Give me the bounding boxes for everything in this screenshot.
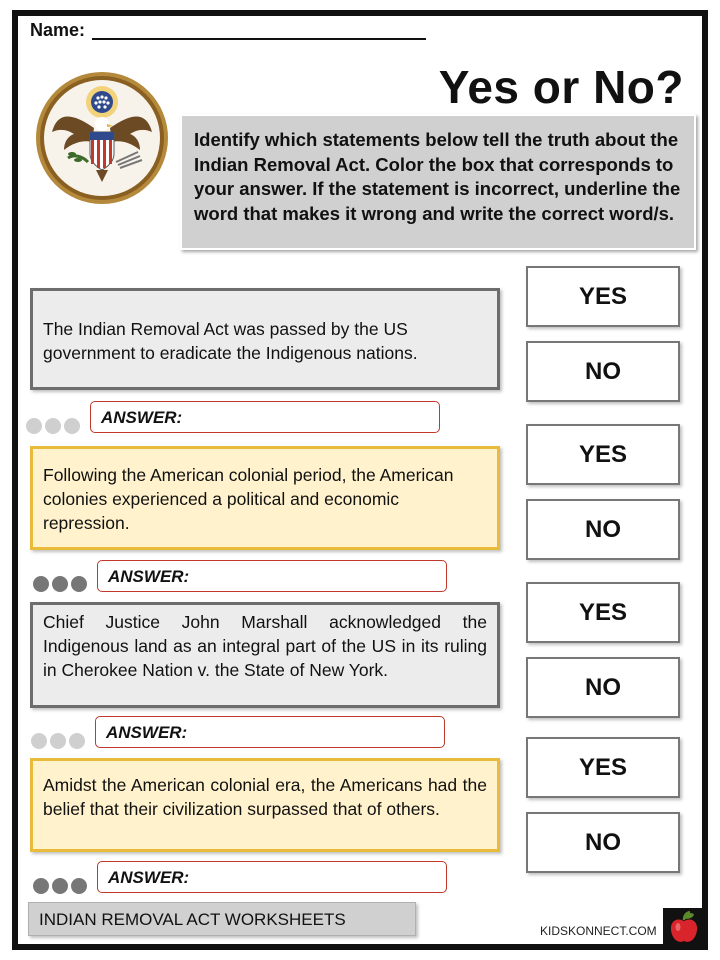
logo-box: [663, 908, 705, 948]
yes-box-3[interactable]: YES: [526, 582, 680, 643]
statement-3-text: Chief Justice John Marshall acknowledged the Indigenous land as an integral part of the US in its ruling in Cherokee Nation v. the State of New York.: [43, 612, 487, 680]
statement-1-text: The Indian Removal Act was passed by the US government to eradicate the Indigenous nations.: [43, 319, 418, 363]
dots-3: [31, 733, 85, 749]
page-title: Yes or No?: [438, 61, 684, 113]
answer-field-2[interactable]: [97, 560, 447, 592]
yes-box-1[interactable]: YES: [526, 266, 680, 327]
no-box-3[interactable]: NO: [526, 657, 680, 718]
name-label: Name:: [30, 20, 86, 40]
statement-4: [30, 758, 500, 852]
statement-3: [30, 602, 500, 708]
brand-text: KIDSKONNECT.COM: [540, 924, 657, 938]
statement-4-text: Amidst the American colonial era, the Americans had the belief that their civilization surpassed that of others.: [43, 775, 487, 819]
statement-2-text: Following the American colonial period, the American colonies experienced a political and economic repression.: [43, 465, 454, 533]
yes-box-4[interactable]: YES: [526, 737, 680, 798]
instructions-box: Identify which statements below tell the truth about the Indian Removal Act. Color the box that corresponds to your answer. If the statement is incorrect, underline the word that makes it wrong and write the correct word/s.: [180, 114, 696, 250]
answer-field-1[interactable]: [90, 401, 440, 433]
yes-box-2[interactable]: YES: [526, 424, 680, 485]
dots-2: [33, 576, 87, 592]
answer-label-1: ANSWER:: [101, 408, 183, 427]
great-seal-eagle-icon: [34, 70, 170, 206]
no-box-4[interactable]: NO: [526, 812, 680, 873]
statement-2: [30, 446, 500, 550]
answer-label-4: ANSWER:: [108, 868, 190, 887]
no-box-1[interactable]: NO: [526, 341, 680, 402]
answer-label-2: ANSWER:: [108, 567, 190, 586]
answer-label-3: ANSWER:: [106, 723, 188, 742]
answer-field-4[interactable]: [97, 861, 447, 893]
statement-1: [30, 288, 500, 390]
dots-1: [26, 418, 80, 434]
name-input-line[interactable]: [92, 38, 426, 40]
apple-icon: [663, 908, 705, 948]
answer-field-3[interactable]: [95, 716, 445, 748]
no-box-2[interactable]: NO: [526, 499, 680, 560]
dots-4: [33, 878, 87, 894]
worksheet-footer-label: INDIAN REMOVAL ACT WORKSHEETS: [28, 902, 416, 936]
